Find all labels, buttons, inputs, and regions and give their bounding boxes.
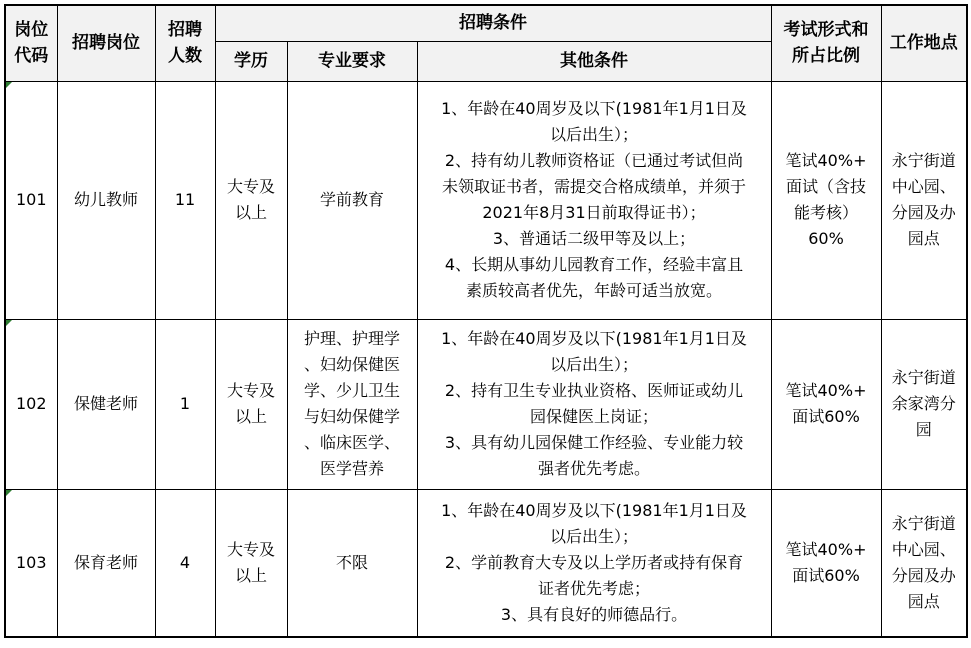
cell-position: 保健老师 (57, 319, 155, 489)
header-code: 岗位 代码 (5, 5, 57, 81)
cell-location: 永宁街道 中心园、 分园及办 园点 (881, 489, 967, 637)
cell-count: 11 (155, 81, 215, 319)
cell-location: 永宁街道 余家湾分 园 (881, 319, 967, 489)
header-major: 专业要求 (287, 41, 417, 81)
cell-position: 幼儿教师 (57, 81, 155, 319)
cell-exam: 笔试40%+ 面试60% (771, 319, 881, 489)
cell-education: 大专及 以上 (215, 489, 287, 637)
cell-count: 4 (155, 489, 215, 637)
header-other: 其他条件 (417, 41, 771, 81)
table-row (5, 81, 967, 319)
cell-exam: 笔试40%+ 面试（含技 能考核） 60% (771, 81, 881, 319)
recruitment-table (4, 4, 968, 638)
cell-code: 101 (5, 81, 57, 319)
cell-other: 1、年龄在40周岁及以下(1981年1月1日及 以后出生）； 2、持有卫生专业执业资格、医师证或幼儿 园保健医上岗证； 3、具有幼儿园保健工作经验、专业能力较 强者优先考虑。 (417, 319, 771, 489)
header-location: 工作地点 (881, 5, 967, 81)
cell-major: 护理、护理学 、妇幼保健医 学、少儿卫生 与妇幼保健学 、临床医学、 医学营养 (287, 319, 417, 489)
header-education: 学历 (215, 41, 287, 81)
cell-code: 103 (5, 489, 57, 637)
cell-exam: 笔试40%+ 面试60% (771, 489, 881, 637)
cell-education: 大专及 以上 (215, 81, 287, 319)
cell-other: 1、年龄在40周岁及以下(1981年1月1日及 以后出生）； 2、持有幼儿教师资格证（已通过考试但尚 未领取证书者，需提交合格成绩单，并须于 2021年8月31日前取得证书）； 3、普通话二级甲等及以上； 4、长期从事幼儿园教育工作，经验丰富且 素质较高者优先，年龄可适当放宽。 (417, 81, 771, 319)
cell-count: 1 (155, 319, 215, 489)
header-position: 招聘岗位 (57, 5, 155, 81)
cell-position: 保育老师 (57, 489, 155, 637)
header-conditions: 招聘条件 (215, 5, 771, 41)
header-exam: 考试形式和 所占比例 (771, 5, 881, 81)
table-row (5, 319, 967, 489)
cell-code: 102 (5, 319, 57, 489)
table-row (5, 489, 967, 637)
cell-other: 1、年龄在40周岁及以下(1981年1月1日及 以后出生）； 2、学前教育大专及以上学历者或持有保育 证者优先考虑； 3、具有良好的师德品行。 (417, 489, 771, 637)
cell-education: 大专及 以上 (215, 319, 287, 489)
cell-major: 不限 (287, 489, 417, 637)
header-count: 招聘 人数 (155, 5, 215, 81)
cell-major: 学前教育 (287, 81, 417, 319)
cell-location: 永宁街道 中心园、 分园及办 园点 (881, 81, 967, 319)
